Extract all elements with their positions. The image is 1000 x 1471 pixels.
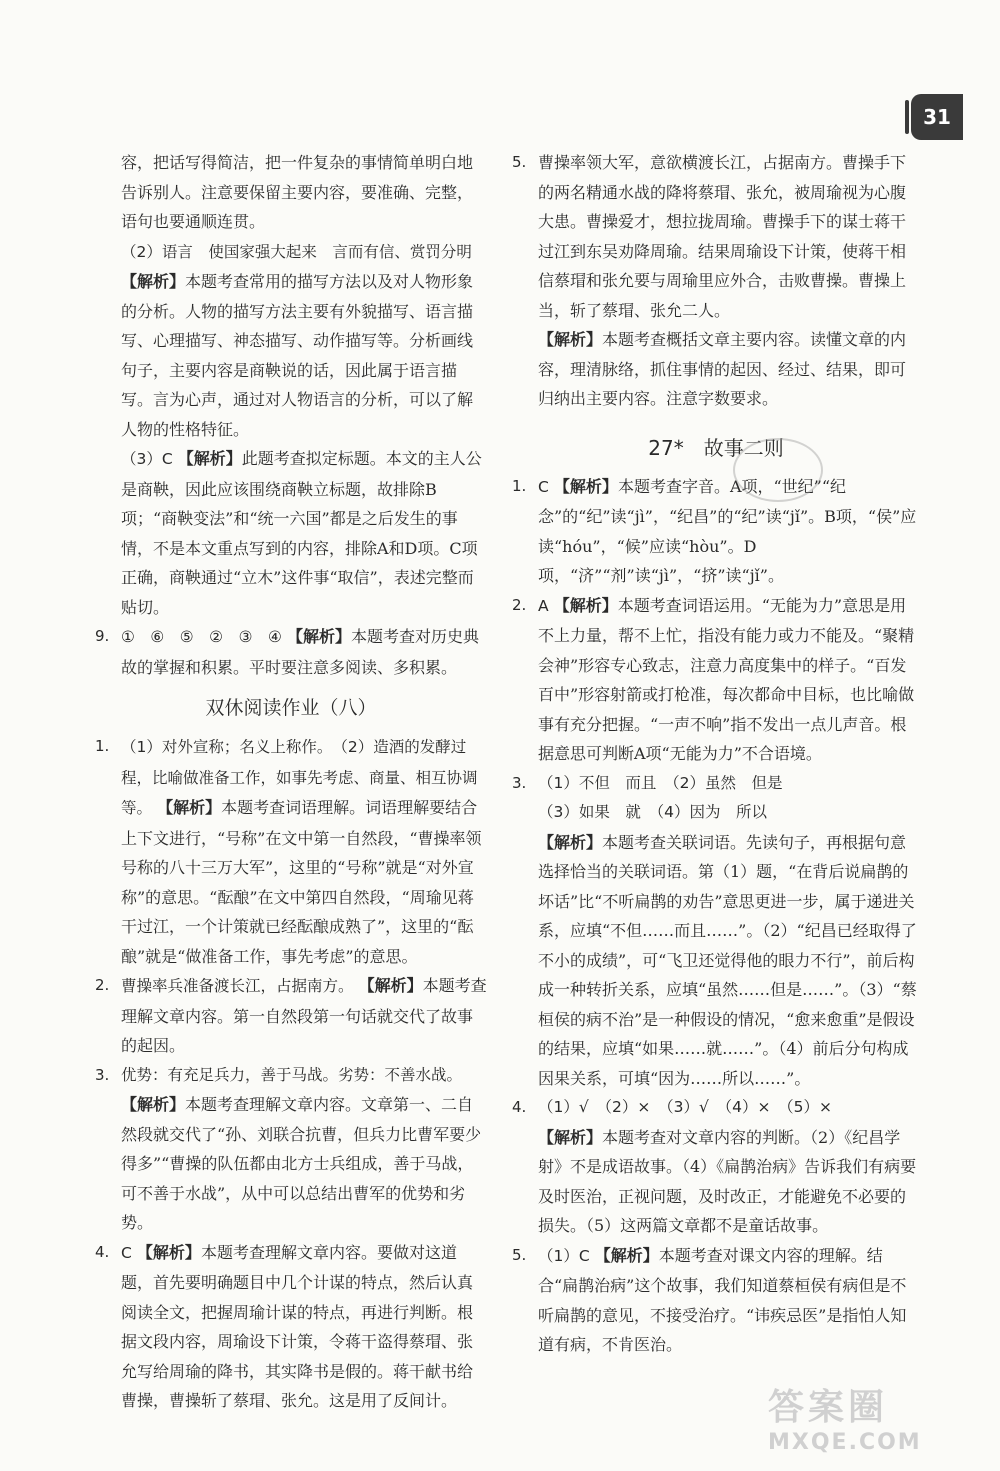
page-number-badge	[911, 94, 963, 140]
answer-line: （1）不但 而且 （2）虽然 但是	[538, 773, 783, 792]
analysis-text: 本题考查对历史典故的掌握和积累。平时要注意多阅读、多积累。	[121, 627, 479, 677]
jiexi-label: 【解析】	[136, 1242, 201, 1262]
item-number: 1.	[95, 737, 110, 755]
analysis-text: 本题考查理解文章内容。第一自然段第一句话就交代了故事的起因。	[121, 976, 487, 1055]
analysis-text: 此题考查拟定标题。本文的主人公是商鞅，因此应该围绕商鞅立标题，故排除B项；“商鞅变法”和“统一六国”都是之后发生的事情，不是本文重点写到的内容，排除A和D项。C项正确，商鞅通过“立木”这件事“取信”，表述完整而贴切。	[121, 449, 482, 617]
answer-text: （2）语言 使国家强大起来 言而有信、赏罚分明	[121, 242, 472, 261]
page-number: 31	[923, 105, 951, 129]
analysis-text: 本题考查对文章内容的判断。（2）《纪昌学射》不是成语故事。（4）《扁鹊治病》告诉我们有病要及时医治，正视问题，及时改正，才能避免不必要的损失。（5）这两篇文章都不是童话故事。	[538, 1127, 917, 1235]
item-number: 4.	[512, 1098, 527, 1116]
analysis-text: 本题考查常用的描写方法以及对人物形象的分析。人物的描写方法主要有外貌描写、语言描写、心理描写、神态描写、动作描写等。分析画线句子，主要内容是商鞅说的话，因此属于语言描写。言为心声，通过对人物语言的分析，可以了解人物的性格特征。	[121, 272, 474, 439]
list-item	[95, 1238, 487, 1416]
watermark-url: MXQE.COM	[768, 1430, 922, 1455]
section-title: 双休阅读作业（八）	[205, 697, 377, 719]
answer-text: A	[538, 596, 549, 615]
watermark	[768, 1379, 968, 1455]
analysis-text: 本题考查关联词语。先读句子，再根据句意选择恰当的关联词语。第（1）题，“在背后说扁鹊的坏话”比“不听扁鹊的劝告”意思更进一步，属于递进关系，应填“不但……而且……”。（2）“纪昌已经取得了不小的成绩”，可“飞卫还觉得他的眼力不行”，前后构成一种转折关系，应填“虽然……但是……”。（3）“蔡桓侯的病不治”是一种假设的情况，“愈来愈重”是假设的结果，应填“如果……就……”。（4）前后分句构成因果关系，可填“因为……所以……”。	[538, 832, 917, 1088]
jiexi-label: 【解析】	[121, 272, 186, 291]
answer-text: C	[538, 477, 549, 496]
list-item	[95, 1061, 487, 1238]
jiexi-label: 【解析】	[553, 476, 618, 496]
jiexi-label: 【解析】	[538, 330, 603, 349]
item-number: 5.	[512, 153, 527, 171]
item-number: 4.	[95, 1242, 110, 1261]
jiexi-label: 【解析】	[177, 449, 242, 468]
list-item	[512, 769, 920, 1094]
q9-item	[95, 622, 487, 682]
list-item	[512, 1241, 920, 1360]
stamp-mark	[733, 438, 823, 502]
jiexi-label: 【解析】	[538, 1127, 603, 1147]
answer-text: （3）C	[121, 450, 173, 468]
jiexi-label: 【解析】	[553, 595, 618, 615]
jiexi-label: 【解析】	[286, 627, 351, 646]
q5-item	[512, 148, 920, 414]
list-item	[95, 971, 487, 1061]
analysis-text: 本题考查概括文章主要内容。读懂文章的内容，理清脉络，抓住事情的起因、经过、结果，即可归纳出主要内容。注意字数要求。	[538, 330, 907, 408]
answer-text: C	[121, 1243, 132, 1262]
jiexi-label: 【解析】	[121, 1095, 186, 1114]
list-item	[512, 591, 920, 769]
list-item	[512, 1093, 920, 1241]
item-number: 3.	[512, 773, 527, 792]
left-column	[95, 148, 487, 1416]
answer-line: （3）如果 就 （4）因为 所以	[538, 803, 767, 821]
jiexi-label: 【解析】	[594, 1245, 659, 1265]
analysis-text: 本题考查词语运用。“无能为力”意思是用不上力量，帮不上忙，指没有能力或力不能及。“聚精会神”形容专心致志，注意力高度集中的样子。“百发百中”形容射箭或打枪准，每次都命中目标，也比喻做事有充分把握。“一声不响”指不发出一点儿声音。根据意思可判断A项“无能为力”不合语境。	[538, 595, 915, 763]
answer-text: （1）对外宣称；名义上称作。 （2）造酒的发酵过程，比喻做准备工作，如事先考虑、商量、相互协调等。	[121, 738, 478, 817]
jiexi-label: 【解析】	[157, 798, 222, 817]
jiexi-label: 【解析】	[538, 832, 603, 852]
analysis-text: 本题考查理解文章内容。文章第一、二自然段就交代了“孙、刘联合抗曹，但兵力比曹军要少得多”“曹操的队伍都由北方士兵组成，善于马战，可不善于水战”，从中可以总结出曹军的优势和劣势。	[121, 1095, 482, 1232]
analysis-text: 本题考查词语理解。词语理解要结合上下文进行，“号称”在文中第一自然段，“曹操率领号称的八十三万大军”，这里的“号称”就是“对外宣称”的意思。“酝酿”在文中第四自然段，“周瑜见蒋干过江，一个计策就已经酝酿成熟了”，这里的“酝酿”就是“做准备工作，事先考虑”的意思。	[121, 798, 482, 966]
list-item	[512, 472, 920, 591]
list-item	[95, 732, 487, 971]
item-number: 5.	[512, 1245, 527, 1264]
item-number: 2.	[95, 976, 110, 994]
lesson-title: 27* 故事二则	[648, 435, 784, 460]
item-number: 9.	[95, 627, 110, 645]
analysis-text: 本题考查对课文内容的理解。结合“扁鹊治病”这个故事，我们知道蔡桓侯有病但是不听扁鹊的意见，不接受治疗。“讳疾忌医”是指怕人知道有病，不肯医治。	[538, 1245, 907, 1354]
answer-text: （1）√ （2）× （3）√ （4）× （5）×	[538, 1098, 833, 1116]
q3-answer	[95, 444, 487, 622]
watermark-logo-text: 答案圈	[768, 1387, 889, 1428]
item-number: 1.	[512, 476, 527, 495]
analysis-text: 本题考查字音。A项，“世纪”“纪念”的“纪”读“jì”，“纪昌”的“纪”读“jǐ”。B项，“侯”应读“hóu”，“候”应读“hòu”。D项，“济”“剂”读“jì”，“挤”读“jǐ”。	[538, 476, 917, 585]
jiexi-label: 【解析】	[358, 976, 423, 995]
analysis-text: 本题考查理解文章内容。要做对这道题，首先要明确题目中几个计谋的特点，然后认真阅读全文，把握周瑜计谋的特点，再进行判断。根据文段内容，周瑜设下计策，令蒋干盗得蔡瑁、张允写给周瑜的降书，其实降书是假的。蒋干献书给曹操，曹操斩了蔡瑁、张允。这是用了反间计。	[121, 1242, 474, 1410]
item-number: 3.	[95, 1065, 110, 1084]
answer-text: 曹操率领大军，意欲横渡长江，占据南方。曹操手下的两名精通水战的降将蔡瑁、张允，被周瑜视为心腹大患。曹操爱才，想拉拢周瑜。曹操手下的谋士蒋干过江到东吴劝降周瑜。结果周瑜设下计策，使蒋干相信蔡瑁和张允要与周瑜里应外合，击败曹操。曹操上当，斩了蔡瑁、张允二人。	[538, 153, 907, 320]
right-column	[512, 148, 920, 1360]
continued-text: 容，把话写得简洁，把一件复杂的事情简单明白地告诉别人。注意要保留主要内容，要准确、完整，语句也要通顺连贯。	[121, 153, 474, 231]
answer-text: 优势：有充足兵力，善于马战。劣势：不善水战。	[121, 1065, 463, 1084]
answer-text: ① ⑥ ⑤ ② ③ ④	[121, 628, 282, 646]
answer-text: （1）C	[538, 1246, 590, 1265]
answer-text: 曹操率兵准备渡长江，占据南方。	[121, 977, 354, 995]
item-number: 2.	[512, 595, 527, 614]
q2-answer	[95, 237, 487, 445]
